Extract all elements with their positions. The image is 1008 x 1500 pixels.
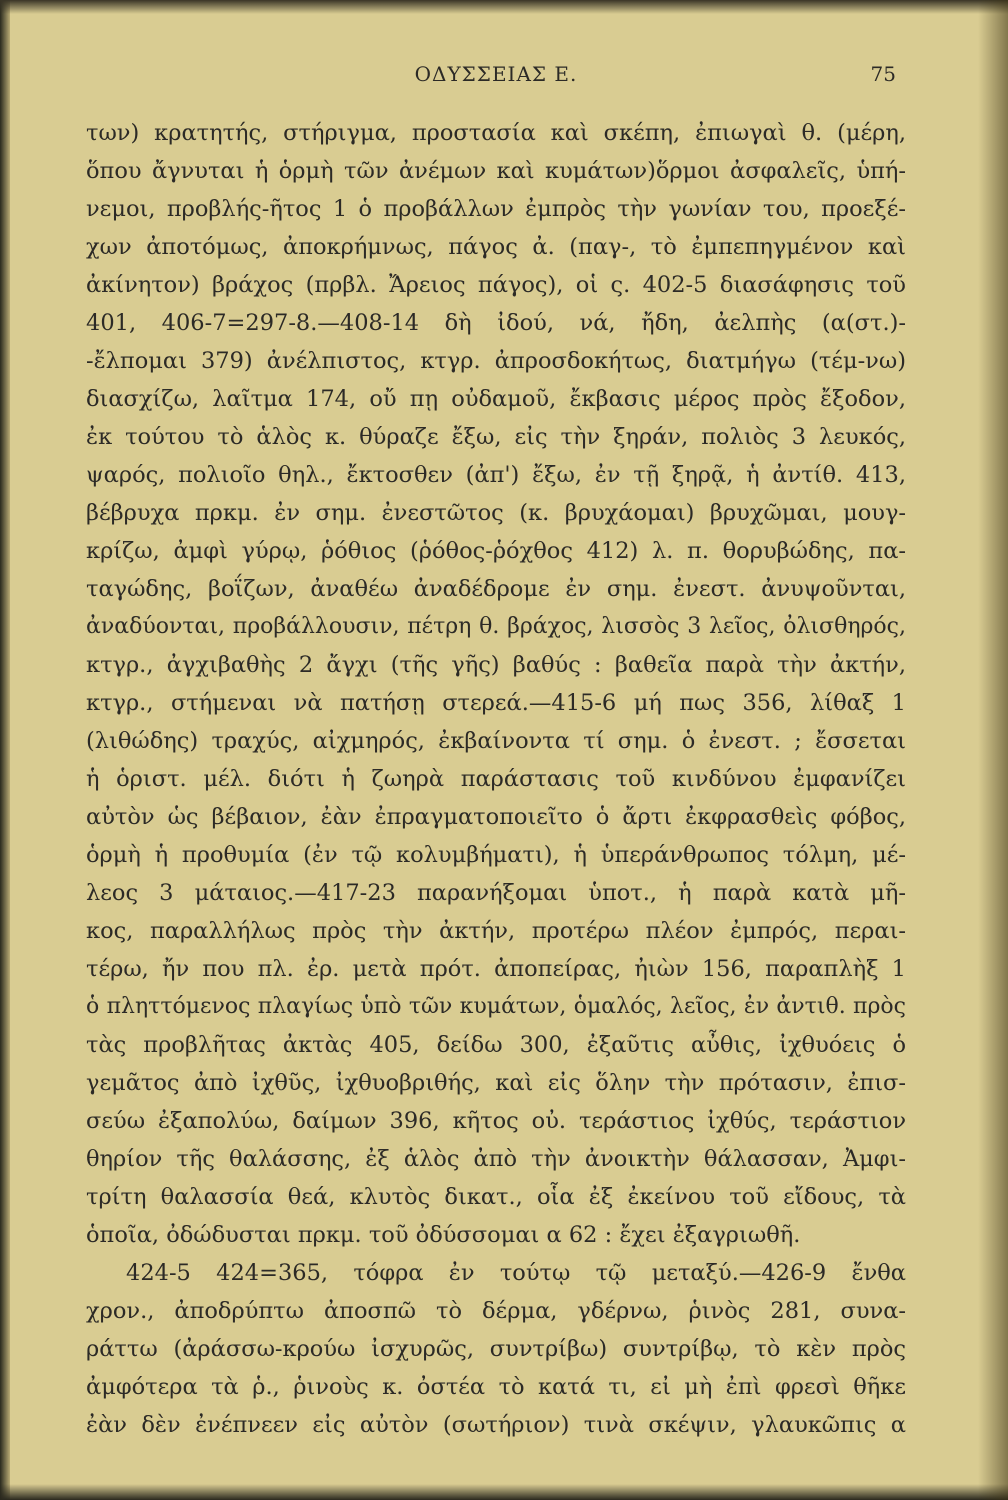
- text-line: ὁποῖα, ὀδώδυσται πρκμ. τοῦ ὀδύσσομαι α 62 : ἔχει ἐξαγριωθῆ.: [86, 1222, 801, 1248]
- text-line: -ἔλπομαι 379) ἀνέλπιστος, κτγρ. ἀπροσδοκήτως, διατμήγω (τέμ-νω): [86, 348, 906, 374]
- text-line: γεμᾶτος ἀπὸ ἰχθῦς, ἰχθυοβριθής, καὶ εἰς ὅλην τὴν πρότασιν, ἐπισ-: [86, 1070, 906, 1096]
- text-line: κος, παραλλήλως πρὸς τὴν ἀκτήν, προτέρω πλέον ἐμπρός, περαι-: [86, 918, 906, 944]
- text-line: κρίζω, ἀμφὶ γύρῳ, ῥόθιος (ῥόθος-ῥόχθος 412) λ. π. θορυβώδης, πα-: [86, 538, 906, 564]
- text-line: ὁ πληττόμενος πλαγίως ὑπὸ τῶν κυμάτων, ὁμαλός, λεῖος, ἐν ἀντιθ. πρὸς: [86, 994, 906, 1019]
- text-line: ἐκ τούτου τὸ ἁλὸς κ. θύραζε ἔξω, εἰς τὴν ξηράν, πολιὸς 3 λευκός,: [86, 424, 906, 450]
- text-line: ταγώδης, βοΐζων, ἀναθέω ἀναδέδρομε ἐν σημ. ἐνεστ. ἀνυψοῦνται,: [86, 576, 906, 602]
- running-title: ΟΔΥΣΣΕΙΑΣ Ε.: [414, 62, 578, 86]
- text-line: τὰς προβλῆτας ἀκτὰς 405, δείδω 300, ἐξαῦτις αὖθις, ἰχθυόεις ὁ: [86, 1032, 906, 1058]
- text-line: ἀμφότερα τὰ ῥ., ῥινοὺς κ. ὀστέα τὸ κατά τι, εἰ μὴ ἐπὶ φρεσὶ θῆκε: [86, 1374, 906, 1400]
- running-header: [86, 62, 906, 98]
- page-number: 75: [870, 62, 896, 86]
- text-line: αὐτὸν ὡς βέβαιον, ἐὰν ἐπραγματοποιεῖτο ὁ ἄρτι ἐκφρασθεὶς φόβος,: [86, 804, 906, 830]
- text-line: χρον., ἀποδρύπτω ἀποσπῶ τὸ δέρμα, γδέρνω, ῥινὸς 281, συνα-: [86, 1298, 906, 1324]
- text-line: βέβρυχα πρκμ. ἐν σημ. ἐνεστῶτος (κ. βρυχάομαι) βρυχῶμαι, μουγ-: [86, 500, 906, 526]
- text-line: θηρίον τῆς θαλάσσης, ἐξ ἁλὸς ἀπὸ τὴν ἀνοικτὴν θάλασσαν, Ἀμφι-: [86, 1146, 906, 1172]
- text-line: νεμοι, προβλής-ῆτος 1 ὁ προβάλλων ἐμπρὸς τὴν γωνίαν του, προεξέ-: [86, 196, 906, 222]
- text-line: ἀκίνητον) βράχος (πρβλ. Ἄρειος πάγος), οἱ ς. 402-5 διασάφησις τοῦ: [86, 272, 906, 298]
- text-line: 401, 406-7=297-8.—408-14 δὴ ἰδού, νά, ἤδη, ἀελπὴς (α(στ.)-: [86, 310, 906, 336]
- text-line: σεύω ἐξαπολύω, δαίμων 396, κῆτος οὐ. τεράστιος ἰχθύς, τεράστιον: [86, 1108, 906, 1134]
- text-line: τρίτη θαλασσία θεά, κλυτὸς δικατ., οἷα ἐξ ἐκείνου τοῦ εἴδους, τὰ: [86, 1184, 906, 1210]
- text-line: διασχίζω, λαῖτμα 174, οὔ πῃ οὐδαμοῦ, ἔκβασις μέρος πρὸς ἔξοδον,: [86, 386, 906, 412]
- text-line: λεος 3 μάταιος.—417-23 παρανήξομαι ὑποτ., ἡ παρὰ κατὰ μῆ-: [86, 880, 906, 906]
- text-line: τέρω, ἤν που πλ. ἐρ. μετὰ πρότ. ἀποπείρας, ἠιὼν 156, παραπλὴξ 1: [86, 956, 906, 982]
- text-line: (λιθώδης) τραχύς, αἰχμηρός, ἐκβαίνοντα τί σημ. ὁ ἐνεστ. ; ἔσσεται: [86, 728, 906, 754]
- text-line: ἡ ὁριστ. μέλ. διότι ἡ ζωηρὰ παράστασις τοῦ κινδύνου ἐμφανίζει: [86, 766, 906, 792]
- text-line: κτγρ., στήμεναι νὰ πατήσῃ στερεά.—415-6 μή πως 356, λίθαξ 1: [86, 690, 906, 716]
- text-line: των) κρατητής, στήριγμα, προστασία καὶ σκέπη, ἐπιωγαὶ θ. (μέρη,: [86, 120, 906, 146]
- text-line: κτγρ., ἀγχιβαθὴς 2 ἄγχι (τῆς γῆς) βαθύς : βαθεῖα παρὰ τὴν ἀκτήν,: [86, 652, 906, 678]
- text-line: 424-5 424=365, τόφρα ἐν τούτῳ τῷ μεταξύ.—426-9 ἔνθα: [126, 1260, 906, 1286]
- text-line: ὁρμὴ ἡ προθυμία (ἐν τῷ κολυμβήματι), ἡ ὑπεράνθρωπος τόλμη, μέ-: [86, 842, 906, 868]
- commentary-text: [86, 114, 906, 1444]
- text-line: ψαρός, πολιοῖο θηλ., ἔκτοσθεν (ἀπ') ἔξω, ἐν τῇ ξηρᾷ, ἡ ἀντίθ. 413,: [86, 462, 906, 488]
- text-line: ἀναδύονται, προβάλλουσιν, πέτρη θ. βράχος, λισσὸς 3 λεῖος, ὀλισθηρός,: [86, 614, 906, 639]
- text-line: ὅπου ἄγνυται ἡ ὁρμὴ τῶν ἀνέμων καὶ κυμάτων)ὅρμοι ἀσφαλεῖς, ὑπή-: [86, 158, 906, 184]
- page-bottom-shadow: [0, 1484, 1008, 1500]
- page-top-shadow: [0, 0, 1008, 14]
- text-line: ράττω (ἀράσσω-κρούω ἰσχυρῶς, συντρίβω) συντρίβῳ, τὸ κὲν πρὸς: [86, 1336, 906, 1362]
- text-line: ἐὰν δὲν ἐνέπνεεν εἰς αὐτὸν (σωτήριον) τινὰ σκέψιν, γλαυκῶπις α: [86, 1412, 906, 1438]
- text-line: χων ἀποτόμως, ἀποκρήμνως, πάγος ἀ. (παγ-, τὸ ἐμπεπηγμένον καὶ: [86, 234, 906, 260]
